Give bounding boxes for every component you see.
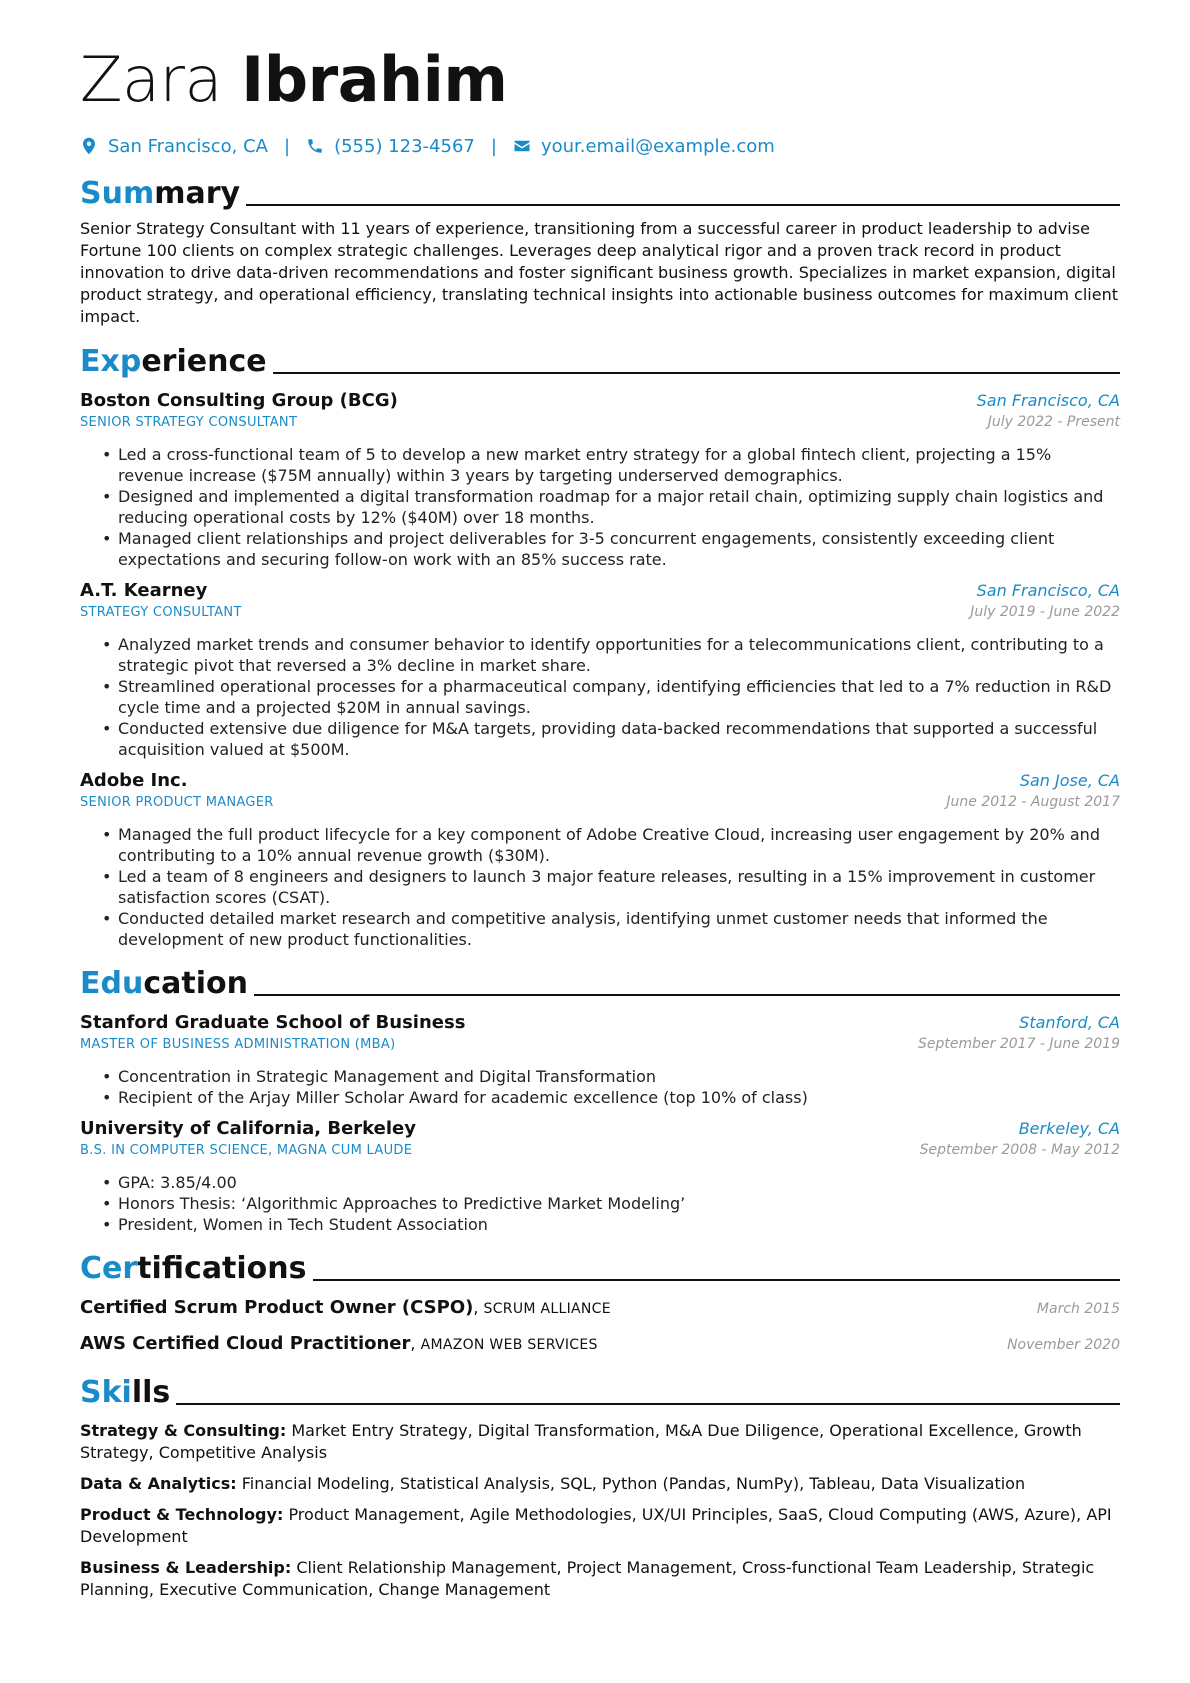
certification-entry: Certified Scrum Product Owner (CSPO), SCRUM ALLIANCE March 2015 bbox=[80, 1297, 1120, 1318]
skill-label: Strategy & Consulting: bbox=[80, 1421, 287, 1440]
last-name: Ibrahim bbox=[241, 43, 508, 116]
section-skills-heading bbox=[80, 1371, 1120, 1411]
section-rule bbox=[313, 1279, 1120, 1281]
skill-items: Financial Modeling, Statistical Analysis, SQL, Python (Pandas, NumPy), Tableau, Data Visualization bbox=[241, 1474, 1026, 1493]
job-title: SENIOR PRODUCT MANAGER bbox=[80, 795, 274, 810]
certification-entry: AWS Certified Cloud Practitioner, AMAZON WEB SERVICES November 2020 bbox=[80, 1333, 1120, 1354]
contact-separator: | bbox=[490, 135, 497, 157]
phone-icon bbox=[306, 137, 324, 155]
section-rule bbox=[176, 1403, 1120, 1405]
bullet-item: • Led a team of 8 engineers and designers to launch 3 major feature releases, resulting in a 15% improvement in customer satisfaction scores (CSAT). bbox=[102, 866, 1120, 908]
bullet-item: • Analyzed market trends and consumer behavior to identify opportunities for a telecommunications client, contributing to a strategic pivot that reversed a 3% decline in market share. bbox=[102, 634, 1120, 676]
employer-name: Boston Consulting Group (BCG) bbox=[80, 390, 398, 411]
first-name: Zara bbox=[80, 43, 222, 116]
bullet-list bbox=[80, 444, 1120, 570]
bullet-item: • Managed client relationships and project deliverables for 3-5 concurrent engagements, consistently exceeding client expectations and securing follow-on work with an 85% success rate. bbox=[102, 528, 1120, 570]
section-title-rest: tifications bbox=[137, 1251, 307, 1286]
job-title: STRATEGY CONSULTANT bbox=[80, 605, 242, 620]
section-title-rest: erience bbox=[141, 344, 267, 379]
bullet-list bbox=[80, 634, 1120, 760]
contact-phone[interactable] bbox=[306, 136, 475, 157]
bullet-item: • Honors Thesis: ‘Algorithmic Approaches to Predictive Market Modeling’ bbox=[102, 1193, 1120, 1214]
email-link: your.email@example.com bbox=[540, 135, 775, 157]
certification-date: November 2020 bbox=[1007, 1337, 1120, 1353]
bullet-list bbox=[80, 824, 1120, 950]
envelope-icon bbox=[513, 137, 531, 155]
skill-items: Product Management, Agile Methodologies, UX/UI Principles, SaaS, Cloud Computing (AWS, Azure), API Development bbox=[80, 1505, 1112, 1546]
entry-location: Stanford, CA bbox=[1019, 1013, 1120, 1032]
resume-page bbox=[80, 40, 1120, 1601]
entry-location: Berkeley, CA bbox=[1018, 1119, 1120, 1138]
certification-name: Certified Scrum Product Owner (CSPO) bbox=[80, 1297, 474, 1318]
section-experience-heading bbox=[80, 340, 1120, 380]
job-title: SENIOR STRATEGY CONSULTANT bbox=[80, 415, 298, 430]
entry-location: San Jose, CA bbox=[1019, 771, 1120, 790]
skill-label: Product & Technology: bbox=[80, 1505, 284, 1524]
section-title bbox=[80, 344, 267, 380]
section-title-accent: Cer bbox=[80, 1251, 138, 1286]
employer-name: A.T. Kearney bbox=[80, 580, 208, 601]
bullet-item: • Concentration in Strategic Management and Digital Transformation bbox=[102, 1066, 1120, 1087]
bullet-item: • Streamlined operational processes for a pharmaceutical company, identifying efficiencies that led to a 7% reduction in R&D cycle time and a projected $20M in annual savings. bbox=[102, 676, 1120, 718]
experience-entry bbox=[80, 390, 1120, 570]
location-text: San Francisco, CA bbox=[108, 135, 268, 157]
bullet-item: • Managed the full product lifecycle for a key component of Adobe Creative Cloud, increasing user engagement by 20% and contributing to a 10% annual revenue growth ($30M). bbox=[102, 824, 1120, 866]
section-certifications-heading bbox=[80, 1247, 1120, 1287]
section-title bbox=[80, 1375, 170, 1411]
skill-label: Business & Leadership: bbox=[80, 1558, 292, 1577]
section-rule bbox=[246, 204, 1120, 206]
skill-label: Data & Analytics: bbox=[80, 1474, 237, 1493]
experience-entry bbox=[80, 770, 1120, 950]
contact-separator: | bbox=[283, 135, 291, 157]
contact-line bbox=[80, 132, 1120, 160]
summary-text: Senior Strategy Consultant with 11 years of experience, transitioning from a successful career in product leadership to advise Fortune 100 clients on complex strategic challenges. Leverages deep analytical rigor and a proven track record in product innovation to drive data-driven recommendations and foster significant business growth. Specializes in market expansion, digital product strategy, and operational efficiency, translating technical insights into actionable business outcomes for maximum client impact. bbox=[80, 219, 1118, 326]
bullet-item: • President, Women in Tech Student Association bbox=[102, 1214, 1120, 1235]
candidate-name bbox=[80, 40, 1120, 120]
entry-location: San Francisco, CA bbox=[976, 391, 1120, 410]
entry-dates: July 2022 - Present bbox=[987, 414, 1120, 430]
section-summary-heading bbox=[80, 172, 1120, 212]
certification-issuer: SCRUM ALLIANCE bbox=[483, 1301, 611, 1317]
skill-row bbox=[80, 1557, 1120, 1601]
contact-location bbox=[80, 136, 268, 157]
bullet-item: • Led a cross-functional team of 5 to develop a new market entry strategy for a global fintech client, projecting a 15% revenue increase ($75M annually) within 3 years by targeting underserved demographics. bbox=[102, 444, 1120, 486]
skill-items: Market Entry Strategy, Digital Transformation, M&A Due Diligence, Operational Excellence, Growth Strategy, Competitive Analysis bbox=[80, 1421, 1082, 1462]
section-title-rest: cation bbox=[143, 966, 248, 1001]
skill-row bbox=[80, 1504, 1120, 1548]
bullet-item: • Designed and implemented a digital transformation roadmap for a major retail chain, optimizing supply chain logistics and reducing operational costs by 12% ($40M) over 18 months. bbox=[102, 486, 1120, 528]
entry-location: San Francisco, CA bbox=[976, 581, 1120, 600]
certification-issuer: AMAZON WEB SERVICES bbox=[420, 1337, 598, 1353]
bullet-item: • GPA: 3.85/4.00 bbox=[102, 1172, 1120, 1193]
contact-email[interactable] bbox=[513, 136, 775, 157]
section-title bbox=[80, 966, 248, 1002]
bullet-item: • Conducted extensive due diligence for M&A targets, providing data-backed recommendations that supported a successful acquisition valued at $500M. bbox=[102, 718, 1120, 760]
education-entry bbox=[80, 1012, 1120, 1108]
entry-dates: June 2012 - August 2017 bbox=[946, 794, 1120, 810]
education-entry bbox=[80, 1118, 1120, 1235]
bullet-item: • Conducted detailed market research and competitive analysis, identifying unmet customer needs that informed the development of new product functionalities. bbox=[102, 908, 1120, 950]
entry-dates: September 2017 - June 2019 bbox=[918, 1036, 1120, 1052]
section-title bbox=[80, 176, 240, 212]
skill-row bbox=[80, 1420, 1120, 1464]
bullet-list bbox=[80, 1172, 1120, 1235]
section-title-rest: mary bbox=[154, 176, 241, 211]
degree: MASTER OF BUSINESS ADMINISTRATION (MBA) bbox=[80, 1037, 396, 1052]
section-title-accent: Sum bbox=[80, 176, 155, 211]
section-rule bbox=[273, 372, 1120, 374]
map-pin-icon bbox=[80, 137, 98, 155]
section-title-accent: Ski bbox=[80, 1375, 132, 1410]
entry-dates: July 2019 - June 2022 bbox=[970, 604, 1120, 620]
certification-name: AWS Certified Cloud Practitioner bbox=[80, 1333, 411, 1354]
school-name: Stanford Graduate School of Business bbox=[80, 1012, 466, 1033]
school-name: University of California, Berkeley bbox=[80, 1118, 416, 1139]
bullet-list bbox=[80, 1066, 1120, 1108]
section-title-accent: Edu bbox=[80, 966, 144, 1001]
skill-row bbox=[80, 1473, 1120, 1495]
section-title-accent: Exp bbox=[80, 344, 142, 379]
section-title-rest: lls bbox=[131, 1375, 171, 1410]
certification-date: March 2015 bbox=[1036, 1301, 1120, 1317]
skill-items: Client Relationship Management, Project Management, Cross-functional Team Leadership, Strategic Planning, Executive Communication, Change Management bbox=[80, 1558, 1095, 1599]
phone-text: (555) 123-4567 bbox=[334, 135, 475, 157]
employer-name: Adobe Inc. bbox=[80, 770, 188, 791]
experience-entry bbox=[80, 580, 1120, 760]
bullet-item: • Recipient of the Arjay Miller Scholar Award for academic excellence (top 10% of class) bbox=[102, 1087, 1120, 1108]
degree: B.S. IN COMPUTER SCIENCE, MAGNA CUM LAUDE bbox=[80, 1143, 413, 1158]
section-rule bbox=[254, 994, 1120, 996]
section-title bbox=[80, 1251, 307, 1287]
entry-dates: September 2008 - May 2012 bbox=[919, 1142, 1120, 1158]
section-education-heading bbox=[80, 962, 1120, 1002]
